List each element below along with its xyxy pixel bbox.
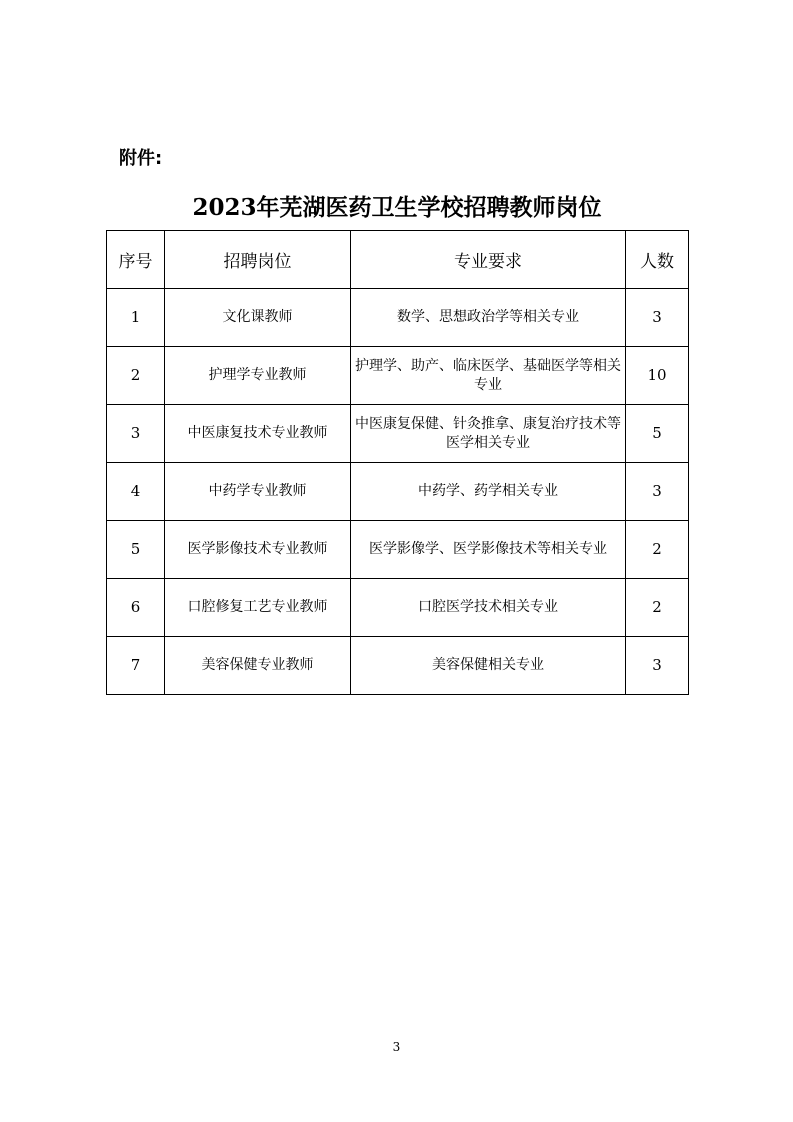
row-count: 3 [626, 463, 689, 521]
table-row [107, 405, 689, 463]
table-row [107, 347, 689, 405]
row-count: 2 [626, 521, 689, 579]
row-no: 1 [107, 289, 165, 347]
row-no: 6 [107, 579, 165, 637]
header-no: 序号 [107, 231, 165, 289]
table-row [107, 579, 689, 637]
header-requirement: 专业要求 [351, 231, 626, 289]
attachment-label: 附件: [119, 148, 163, 169]
row-requirement: 美容保健相关专业 [351, 637, 626, 695]
row-requirement: 护理学、助产、临床医学、基础医学等相关专业 [351, 347, 626, 405]
table-row [107, 289, 689, 347]
row-position: 医学影像技术专业教师 [165, 521, 351, 579]
header-count: 人数 [626, 231, 689, 289]
row-no: 7 [107, 637, 165, 695]
row-position: 美容保健专业教师 [165, 637, 351, 695]
row-no: 5 [107, 521, 165, 579]
document-title: 2023年芜湖医药卫生学校招聘教师岗位 [192, 194, 602, 221]
recruitment-table [106, 230, 689, 695]
table-row [107, 637, 689, 695]
row-position: 中药学专业教师 [165, 463, 351, 521]
row-no: 4 [107, 463, 165, 521]
row-requirement: 中药学、药学相关专业 [351, 463, 626, 521]
row-count: 3 [626, 289, 689, 347]
row-count: 5 [626, 405, 689, 463]
row-count: 10 [626, 347, 689, 405]
table-row [107, 521, 689, 579]
header-position: 招聘岗位 [165, 231, 351, 289]
row-requirement: 数学、思想政治学等相关专业 [351, 289, 626, 347]
table-row [107, 463, 689, 521]
row-requirement: 医学影像学、医学影像技术等相关专业 [351, 521, 626, 579]
row-position: 口腔修复工艺专业教师 [165, 579, 351, 637]
row-requirement: 口腔医学技术相关专业 [351, 579, 626, 637]
row-count: 3 [626, 637, 689, 695]
table-header-row [107, 231, 689, 289]
row-count: 2 [626, 579, 689, 637]
page-number: 3 [392, 1040, 401, 1054]
row-position: 中医康复技术专业教师 [165, 405, 351, 463]
row-position: 护理学专业教师 [165, 347, 351, 405]
row-no: 3 [107, 405, 165, 463]
row-no: 2 [107, 347, 165, 405]
row-position: 文化课教师 [165, 289, 351, 347]
row-requirement: 中医康复保健、针灸推拿、康复治疗技术等医学相关专业 [351, 405, 626, 463]
